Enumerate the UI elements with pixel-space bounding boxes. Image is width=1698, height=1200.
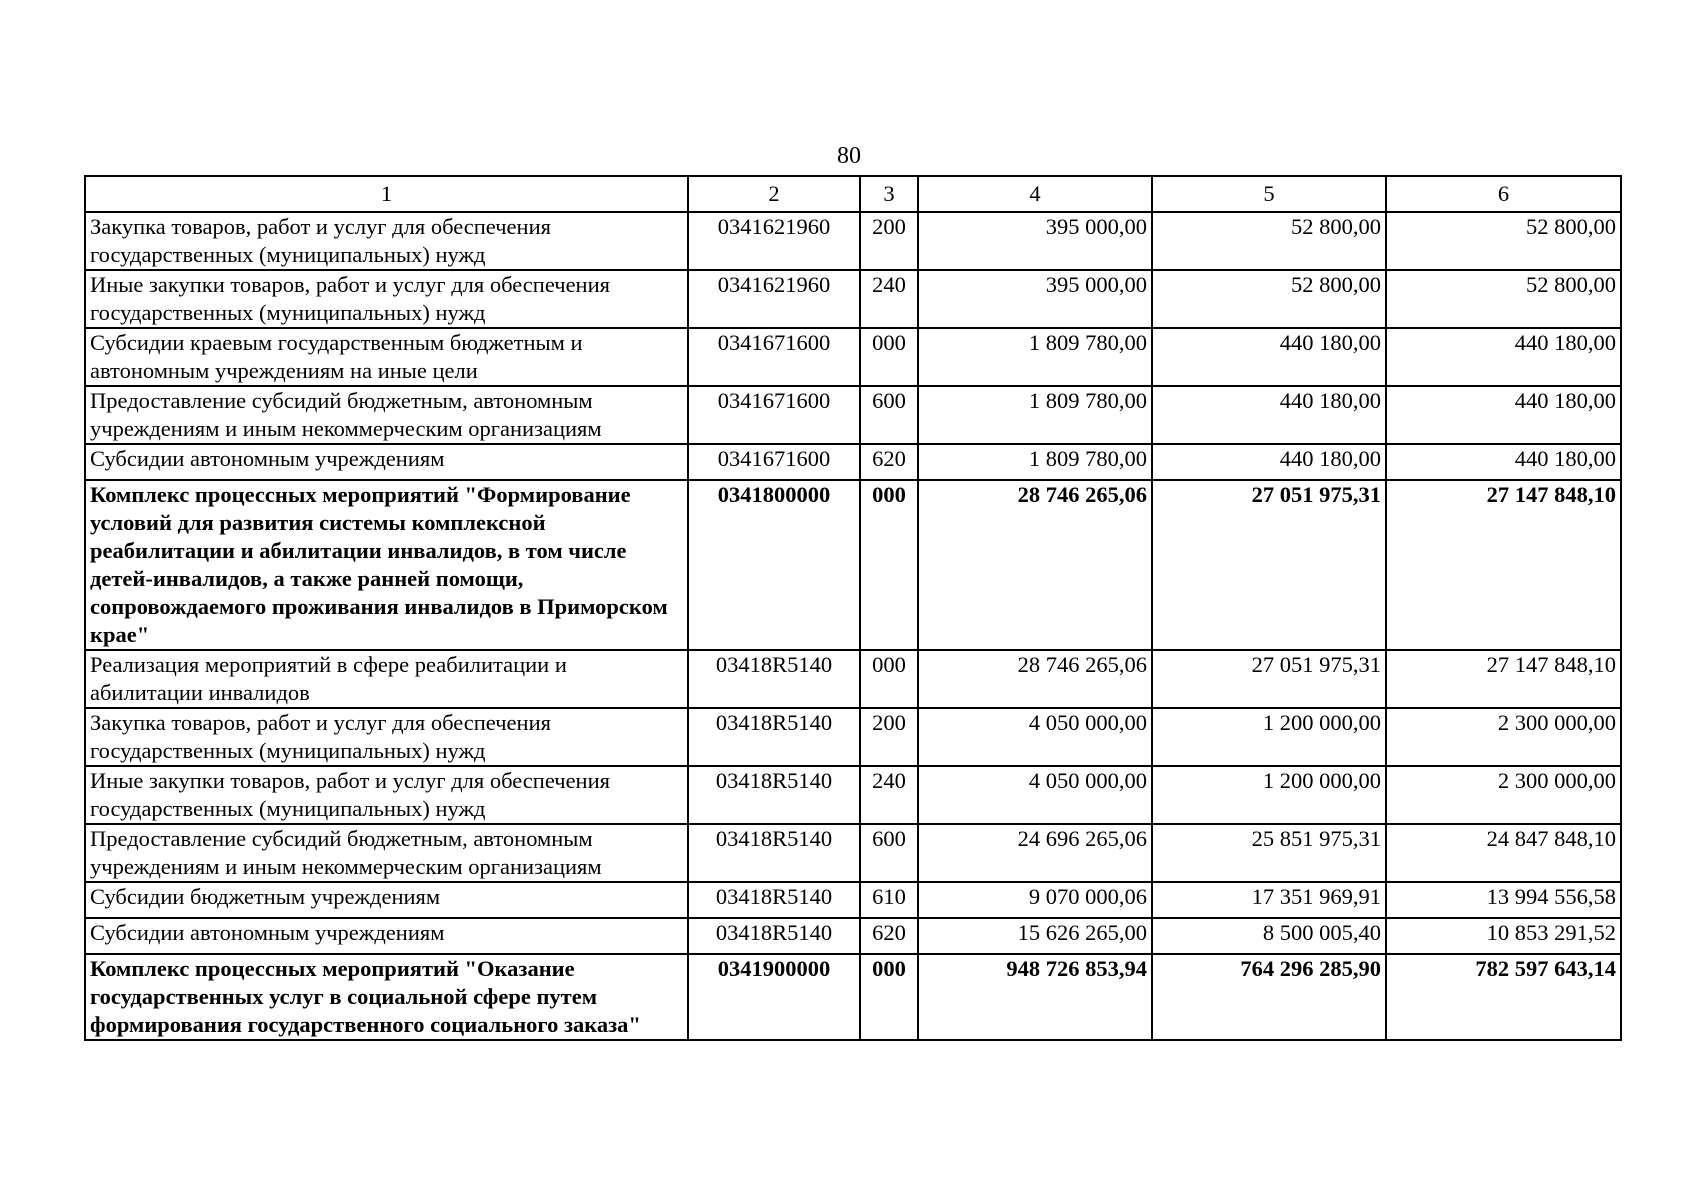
row-type: 600 xyxy=(860,386,918,444)
row-value-6: 440 180,00 xyxy=(1386,444,1621,480)
table-row xyxy=(85,386,1621,444)
row-code: 0341671600 xyxy=(688,444,860,480)
row-name: Реализация мероприятий в сфере реабилитации и абилитации инвалидов xyxy=(85,650,688,708)
row-value-5: 440 180,00 xyxy=(1152,444,1386,480)
table-row xyxy=(85,882,1621,918)
row-name: Иные закупки товаров, работ и услуг для обеспечения государственных (муниципальных) нужд xyxy=(85,270,688,328)
row-code: 03418R5140 xyxy=(688,882,860,918)
row-value-6: 2 300 000,00 xyxy=(1386,766,1621,824)
row-value-6: 2 300 000,00 xyxy=(1386,708,1621,766)
row-type: 000 xyxy=(860,480,918,650)
table-row xyxy=(85,328,1621,386)
row-value-4: 4 050 000,00 xyxy=(918,766,1152,824)
row-type: 600 xyxy=(860,824,918,882)
column-header: 2 xyxy=(688,176,860,212)
row-value-4: 395 000,00 xyxy=(918,212,1152,270)
table-header-row xyxy=(85,176,1621,212)
row-name: Комплекс процессных мероприятий "Формирование условий для развития системы комплексной реабилитации и абилитации инвалидов, в том числе детей-инвалидов, а также ранней помощи, сопровождаемого проживания инвалидов в Приморском крае" xyxy=(85,480,688,650)
table-row xyxy=(85,918,1621,954)
row-name: Предоставление субсидий бюджетным, автономным учреждениям и иным некоммерческим организациям xyxy=(85,824,688,882)
row-name: Закупка товаров, работ и услуг для обеспечения государственных (муниципальных) нужд xyxy=(85,212,688,270)
row-value-6: 10 853 291,52 xyxy=(1386,918,1621,954)
column-header: 1 xyxy=(85,176,688,212)
row-value-4: 1 809 780,00 xyxy=(918,328,1152,386)
row-type: 200 xyxy=(860,708,918,766)
table-row xyxy=(85,766,1621,824)
row-value-6: 440 180,00 xyxy=(1386,328,1621,386)
row-value-5: 764 296 285,90 xyxy=(1152,954,1386,1040)
row-name: Субсидии автономным учреждениям xyxy=(85,444,688,480)
row-value-6: 24 847 848,10 xyxy=(1386,824,1621,882)
row-value-4: 9 070 000,06 xyxy=(918,882,1152,918)
row-value-5: 52 800,00 xyxy=(1152,270,1386,328)
row-type: 000 xyxy=(860,328,918,386)
row-type: 610 xyxy=(860,882,918,918)
row-name: Субсидии бюджетным учреждениям xyxy=(85,882,688,918)
row-value-5: 440 180,00 xyxy=(1152,386,1386,444)
table-row xyxy=(85,650,1621,708)
row-code: 0341621960 xyxy=(688,270,860,328)
row-code: 03418R5140 xyxy=(688,918,860,954)
row-name: Иные закупки товаров, работ и услуг для обеспечения государственных (муниципальных) нужд xyxy=(85,766,688,824)
row-value-4: 15 626 265,00 xyxy=(918,918,1152,954)
row-value-4: 948 726 853,94 xyxy=(918,954,1152,1040)
table-body xyxy=(85,212,1621,1040)
row-value-4: 24 696 265,06 xyxy=(918,824,1152,882)
table-row xyxy=(85,480,1621,650)
row-value-4: 395 000,00 xyxy=(918,270,1152,328)
row-value-6: 440 180,00 xyxy=(1386,386,1621,444)
row-value-6: 27 147 848,10 xyxy=(1386,480,1621,650)
row-value-5: 1 200 000,00 xyxy=(1152,708,1386,766)
row-value-5: 8 500 005,40 xyxy=(1152,918,1386,954)
row-value-5: 17 351 969,91 xyxy=(1152,882,1386,918)
row-type: 000 xyxy=(860,650,918,708)
row-code: 0341671600 xyxy=(688,386,860,444)
row-value-4: 1 809 780,00 xyxy=(918,386,1152,444)
row-type: 240 xyxy=(860,270,918,328)
column-header: 4 xyxy=(918,176,1152,212)
column-header: 6 xyxy=(1386,176,1621,212)
row-code: 03418R5140 xyxy=(688,766,860,824)
row-type: 620 xyxy=(860,444,918,480)
row-code: 0341800000 xyxy=(688,480,860,650)
column-header: 5 xyxy=(1152,176,1386,212)
row-type: 000 xyxy=(860,954,918,1040)
table-row xyxy=(85,444,1621,480)
table-row xyxy=(85,954,1621,1040)
row-name: Субсидии краевым государственным бюджетным и автономным учреждениям на иные цели xyxy=(85,328,688,386)
row-value-5: 27 051 975,31 xyxy=(1152,480,1386,650)
row-value-4: 4 050 000,00 xyxy=(918,708,1152,766)
row-value-5: 27 051 975,31 xyxy=(1152,650,1386,708)
row-value-6: 13 994 556,58 xyxy=(1386,882,1621,918)
row-value-6: 52 800,00 xyxy=(1386,212,1621,270)
row-name: Комплекс процессных мероприятий "Оказание государственных услуг в социальной сфере путем формирования государственного социального заказа" xyxy=(85,954,688,1040)
row-value-4: 28 746 265,06 xyxy=(918,650,1152,708)
row-value-4: 1 809 780,00 xyxy=(918,444,1152,480)
table-row xyxy=(85,708,1621,766)
row-code: 03418R5140 xyxy=(688,708,860,766)
page-number: 80 xyxy=(837,143,861,169)
row-value-5: 52 800,00 xyxy=(1152,212,1386,270)
row-name: Субсидии автономным учреждениям xyxy=(85,918,688,954)
row-code: 0341671600 xyxy=(688,328,860,386)
column-header: 3 xyxy=(860,176,918,212)
row-code: 03418R5140 xyxy=(688,650,860,708)
row-type: 240 xyxy=(860,766,918,824)
row-value-6: 52 800,00 xyxy=(1386,270,1621,328)
row-value-4: 28 746 265,06 xyxy=(918,480,1152,650)
row-name: Закупка товаров, работ и услуг для обеспечения государственных (муниципальных) нужд xyxy=(85,708,688,766)
row-value-5: 25 851 975,31 xyxy=(1152,824,1386,882)
row-code: 0341621960 xyxy=(688,212,860,270)
row-value-6: 27 147 848,10 xyxy=(1386,650,1621,708)
row-value-5: 1 200 000,00 xyxy=(1152,766,1386,824)
row-value-6: 782 597 643,14 xyxy=(1386,954,1621,1040)
table-row xyxy=(85,270,1621,328)
budget-table xyxy=(84,175,1622,1041)
row-type: 620 xyxy=(860,918,918,954)
row-code: 03418R5140 xyxy=(688,824,860,882)
row-name: Предоставление субсидий бюджетным, автономным учреждениям и иным некоммерческим организациям xyxy=(85,386,688,444)
row-value-5: 440 180,00 xyxy=(1152,328,1386,386)
row-code: 0341900000 xyxy=(688,954,860,1040)
table-row xyxy=(85,212,1621,270)
table-row xyxy=(85,824,1621,882)
row-type: 200 xyxy=(860,212,918,270)
